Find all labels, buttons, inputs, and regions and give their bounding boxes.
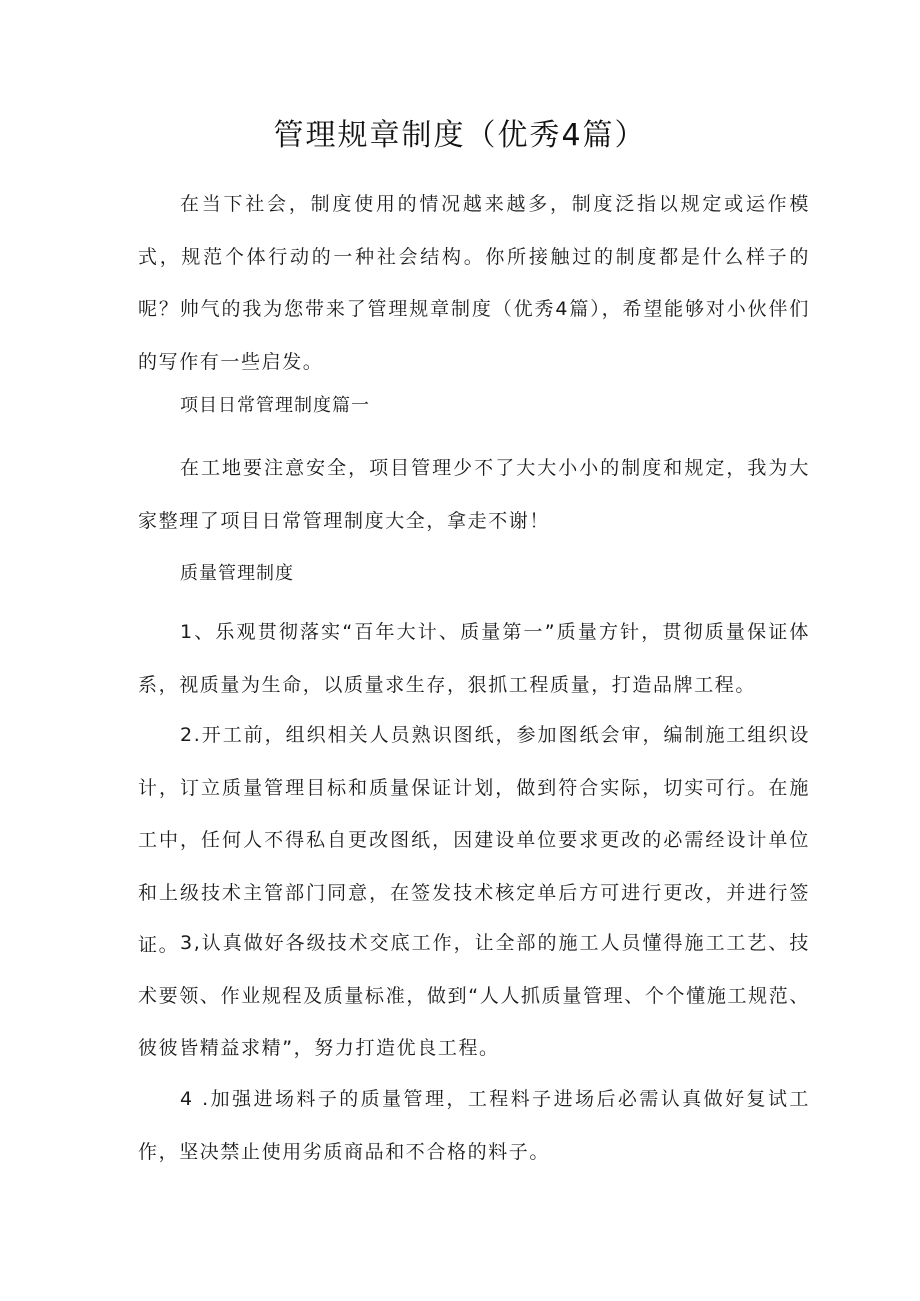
intro-paragraph: 在当下社会，制度使用的情况越来越多，制度泛指以规定或运作模式，规范个体行动的一种社会结构。你所接触过的制度都是什么样子的呢？帅气的我为您带来了管理规章制度（优秀4篇），希望能够对小伙伴们的写作有一些启发。 (138, 193, 810, 373)
list-item-3: 3,认真做好各级技术交底工作，让全部的施工人员懂得施工工艺、技术要领、作业规程及质量标准，做到“人人抓质量管理、个个懂施工规范、彼彼皆精益求精”，努力打造优良工程。 (138, 932, 810, 1059)
list-item-1: 1、乐观贯彻落实“百年大计、质量第一”质量方针，贯彻质量保证体系，视质量为生命，以质量求生存，狠抓工程质量，打造品牌工程。 (138, 621, 810, 696)
section-paragraph: 在工地要注意安全，项目管理少不了大大小小的制度和规定，我为大家整理了项目日常管理制度大全，拿走不谢！ (138, 457, 810, 532)
section-heading: 项目日常管理制度篇一 (180, 395, 370, 416)
list-item-2: 2.开工前，组织相关人员熟识图纸，参加图纸会审，编制施工组织设计，订立质量管理目标和质量保证计划，做到符合实际，切实可行。在施工中，任何人不得私自更改图纸，因建设单位要求更改的必需经设计单位和上级技术主管部门同意，在签发技术核定单后方可进行更改，并进行签证。 (138, 724, 810, 956)
sub-heading: 质量管理制度 (180, 563, 294, 584)
list-item-4: 4 .加强进场料子的质量管理，工程料子进场后必需认真做好复试工作，坚决禁止使用劣质商品和不合格的料子。 (138, 1088, 810, 1163)
document-title: 管理规章制度（优秀4篇） (273, 118, 647, 153)
